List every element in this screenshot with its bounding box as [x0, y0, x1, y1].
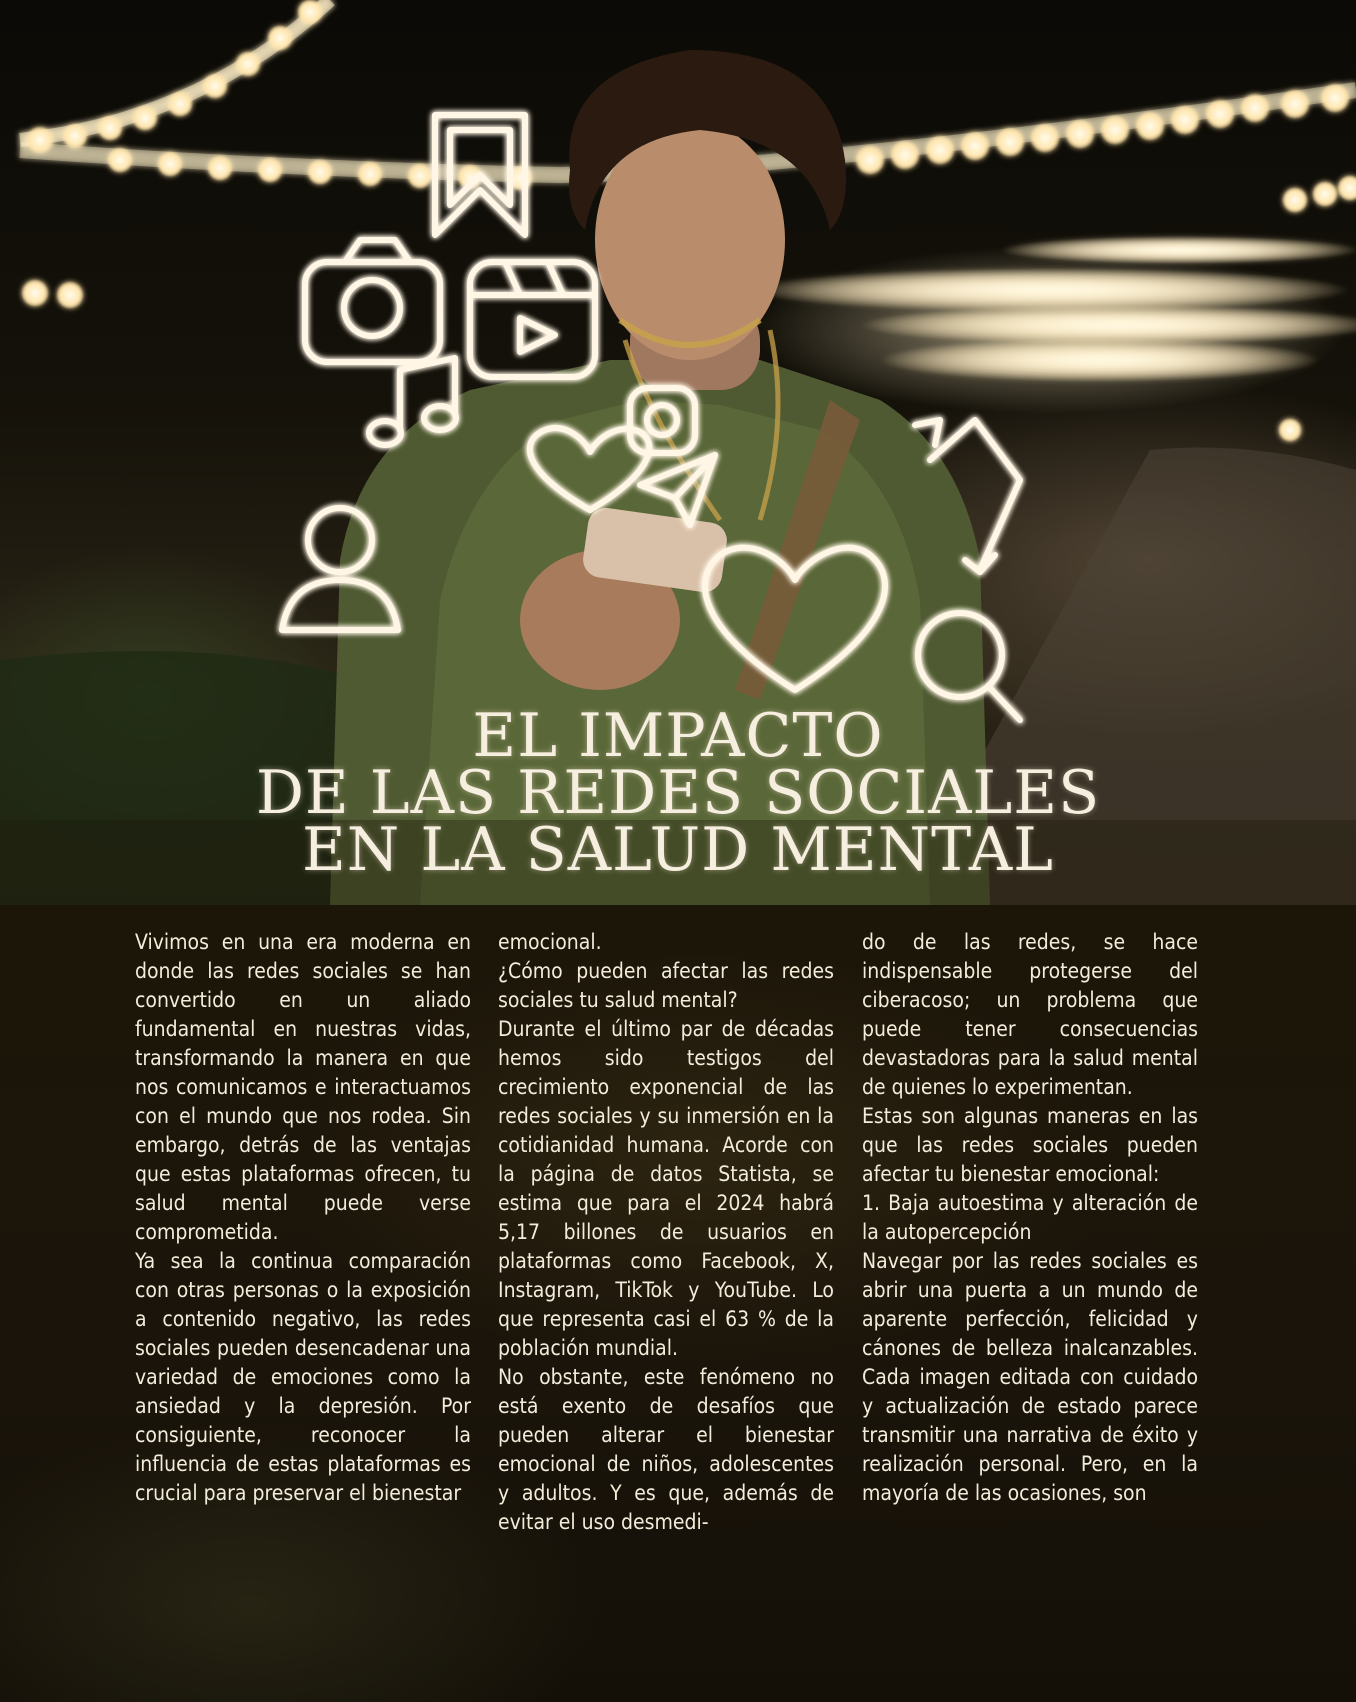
paragraph: Vivimos en una era moderna en donde las redes sociales se han convertido en un aliado fundamental en nuestras vidas, transformando la manera en que nos comunicamos e interactuamos con el mundo que nos rodea. Sin embargo, detrás de las ventajas que estas plataformas ofrecen, tu salud mental puede verse comprometida.: [135, 930, 471, 1244]
text-column-2: [498, 928, 834, 1537]
paragraph: Estas son algunas maneras en las que las redes sociales pueden afectar tu bienestar emocional:: [862, 1104, 1198, 1186]
subheading: 1. Baja autoestima y alteración de la autopercepción: [862, 1191, 1198, 1244]
title-line: EL IMPACTO: [472, 701, 884, 771]
paragraph: emocional.: [498, 930, 602, 954]
title-line: EN LA SALUD MENTAL: [301, 815, 1054, 885]
title-line: DE LAS REDES SOCIALES: [255, 758, 1101, 828]
subheading: ¿Cómo pueden afectar las redes sociales tu salud mental?: [498, 959, 834, 1012]
paragraph: Ya sea la continua comparación con otras personas o la exposición a contenido negativo, las redes sociales pueden desencadenar una variedad de emociones como la ansiedad y la depresión. Por consiguiente, reconocer la influencia de estas plataformas es crucial para preservar el bienestar: [135, 1249, 471, 1505]
video-reel-icon: [470, 262, 595, 377]
text-column-1: [135, 928, 471, 1508]
paragraph: do de las redes, se hace indispensable protegerse del ciberacoso; un problema que puede tener consecuencias devastadoras para la salud mental de quienes lo experimentan.: [862, 930, 1198, 1099]
paragraph: Navegar por las redes sociales es abrir una puerta a un mundo de aparente perfección, felicidad y cánones de belleza inalcanzables. Cada imagen editada con cuidado y actualización de estado parece transmitir una narrativa de éxito y realización personal. Pero, en la mayoría de las ocasiones, son: [862, 1249, 1198, 1505]
article-body: [0, 905, 1356, 1702]
text-column-3: [862, 928, 1198, 1508]
paragraph: No obstante, este fenómeno no está exento de desafíos que pueden alterar el bienestar emocional de niños, adolescentes y adultos. Y es que, además de evitar el uso desmedi-: [498, 1365, 834, 1534]
bookmark-icon: [435, 115, 525, 235]
paragraph: Durante el último par de décadas hemos sido testigos del crecimiento exponencial de las redes sociales y su inmersión en la cotidianidad humana. Acorde con la página de datos Statista, se estima que para el 2024 habrá 5,17 billones de usuarios en plataformas como Facebook, X, Instagram, TikTok y YouTube. Lo que representa casi el 63 % de la población mundial.: [498, 1017, 834, 1360]
article-title: [0, 701, 1356, 885]
camera-icon: [305, 240, 440, 362]
